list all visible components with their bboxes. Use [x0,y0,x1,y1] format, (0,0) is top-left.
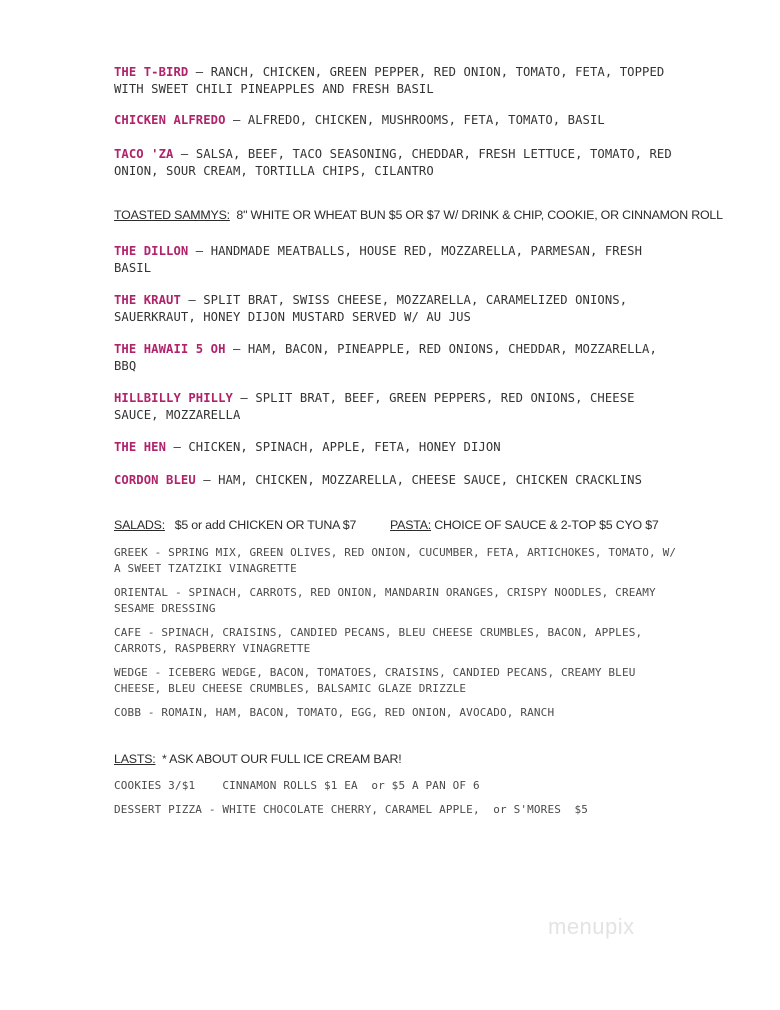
item-name: THE T-BIRD [114,65,189,79]
item-desc: SALSA, BEEF, TACO SEASONING, CHEDDAR, FRESH LETTUCE, TOMATO, RED ONION, SOUR CREAM, TORTILLA CHIPS, CILANTRO [114,147,672,178]
item-name: THE HEN [114,440,167,454]
sammys-header [114,208,723,222]
item-desc: CHICKEN, SPINACH, APPLE, FETA, HONEY DIJON [188,440,501,454]
item-desc: SPLIT BRAT, BEEF, GREEN PEPPERS, RED ONIONS, CHEESE SAUCE, MOZZARELLA [114,391,635,422]
section-label: TOASTED SAMMYS: [114,208,230,222]
item-name: CORDON BLEU [114,473,196,487]
item-name: HILLBILLY PHILLY [114,391,233,405]
item-desc: RANCH, CHICKEN, GREEN PEPPER, RED ONION, TOMATO, FETA, TOPPED WITH SWEET CHILI PINEAPPLES AND FRESH BASIL [114,65,665,96]
item-desc: ALFREDO, CHICKEN, MUSHROOMS, FETA, TOMATO, BASIL [247,113,605,127]
section-note: * ASK ABOUT OUR FULL ICE CREAM BAR! [162,752,402,766]
menu-item-chicken-alfredo: CHICKEN ALFREDO — ALFREDO, CHICKEN, MUSHROOMS, FETA, TOMATO, BASIL [114,113,605,127]
menu-item-the-dillon: THE DILLON — HANDMADE MEATBALLS, HOUSE RED, MOZZARELLA, PARMESAN, FRESH BASIL [114,244,643,275]
section-note: CHOICE OF SAUCE & 2-TOP $5 CYO $7 [434,518,659,532]
section-note: 8" WHITE OR WHEAT BUN $5 OR $7 W/ DRINK & CHIP, COOKIE, OR CINNAMON ROLL [236,208,723,222]
section-label: PASTA: [390,518,432,532]
salad-oriental: ORIENTAL - SPINACH, CARROTS, RED ONION, MANDARIN ORANGES, CRISPY NOODLES, CREAMY SESAME DRESSING [114,586,656,616]
section-note: $5 or add CHICKEN OR TUNA $7 [174,518,357,532]
lasts-cookies: COOKIES 3/$1 CINNAMON ROLLS $1 EA or $5 A PAN OF 6 [114,779,480,792]
menu-item-taco-za: TACO 'ZA — SALSA, BEEF, TACO SEASONING, CHEDDAR, FRESH LETTUCE, TOMATO, RED ONION, SOUR CREAM, TORTILLA CHIPS, CILANTRO [114,147,672,178]
lasts-header [114,752,402,766]
item-name: CHICKEN ALFREDO [114,113,226,127]
salad-cafe: CAFE - SPINACH, CRAISINS, CANDIED PECANS, BLEU CHEESE CRUMBLES, BACON, APPLES, CARROTS, RASPBERRY VINAGRETTE [114,626,643,656]
salads-header [114,518,356,532]
item-name: THE KRAUT [114,293,181,307]
menu-item-hillbilly-philly: HILLBILLY PHILLY — SPLIT BRAT, BEEF, GREEN PEPPERS, RED ONIONS, CHEESE SAUCE, MOZZARELLA [114,391,635,422]
item-desc: SPLIT BRAT, SWISS CHEESE, MOZZARELLA, CARAMELIZED ONIONS, SAUERKRAUT, HONEY DIJON MUSTARD SERVED W/ AU JUS [114,293,628,324]
section-label: LASTS: [114,752,156,766]
item-desc: HANDMADE MEATBALLS, HOUSE RED, MOZZARELLA, PARMESAN, FRESH BASIL [114,244,643,275]
salad-wedge: WEDGE - ICEBERG WEDGE, BACON, TOMATOES, CRAISINS, CANDIED PECANS, CREAMY BLEU CHEESE, BLEU CHEESE CRUMBLES, BALSAMIC GLAZE DRIZZLE [114,666,636,696]
item-name: THE HAWAII 5 OH [114,342,226,356]
lasts-dessert-pizza: DESSERT PIZZA - WHITE CHOCOLATE CHERRY, CARAMEL APPLE, or S'MORES $5 [114,803,589,816]
menu-item-t-bird: THE T-BIRD — RANCH, CHICKEN, GREEN PEPPER, RED ONION, TOMATO, FETA, TOPPED WITH SWEET CHILI PINEAPPLES AND FRESH BASIL [114,65,665,96]
menupix-watermark-logo: menupix [548,914,635,939]
section-label: SALADS: [114,518,165,532]
salad-cobb: COBB - ROMAIN, HAM, BACON, TOMATO, EGG, RED ONION, AVOCADO, RANCH [114,706,555,719]
item-desc: HAM, BACON, PINEAPPLE, RED ONIONS, CHEDDAR, MOZZARELLA, BBQ [114,342,657,373]
menu-item-hawaii-5-oh: THE HAWAII 5 OH — HAM, BACON, PINEAPPLE, RED ONIONS, CHEDDAR, MOZZARELLA, BBQ [114,342,657,373]
item-name: THE DILLON [114,244,189,258]
pasta-header [390,518,659,532]
item-desc: HAM, CHICKEN, MOZZARELLA, CHEESE SAUCE, CHICKEN CRACKLINS [218,473,643,487]
item-name: TACO 'ZA [114,147,174,161]
menu-item-cordon-bleu: CORDON BLEU — HAM, CHICKEN, MOZZARELLA, CHEESE SAUCE, CHICKEN CRACKLINS [114,473,643,487]
menu-item-the-hen: THE HEN — CHICKEN, SPINACH, APPLE, FETA, HONEY DIJON [114,440,501,454]
menu-item-the-kraut: THE KRAUT — SPLIT BRAT, SWISS CHEESE, MOZZARELLA, CARAMELIZED ONIONS, SAUERKRAUT, HONEY DIJON MUSTARD SERVED W/ AU JUS [114,293,628,324]
salad-greek: GREEK - SPRING MIX, GREEN OLIVES, RED ONION, CUCUMBER, FETA, ARTICHOKES, TOMATO, W/ A SWEET TZATZIKI VINAGRETTE [114,546,677,576]
